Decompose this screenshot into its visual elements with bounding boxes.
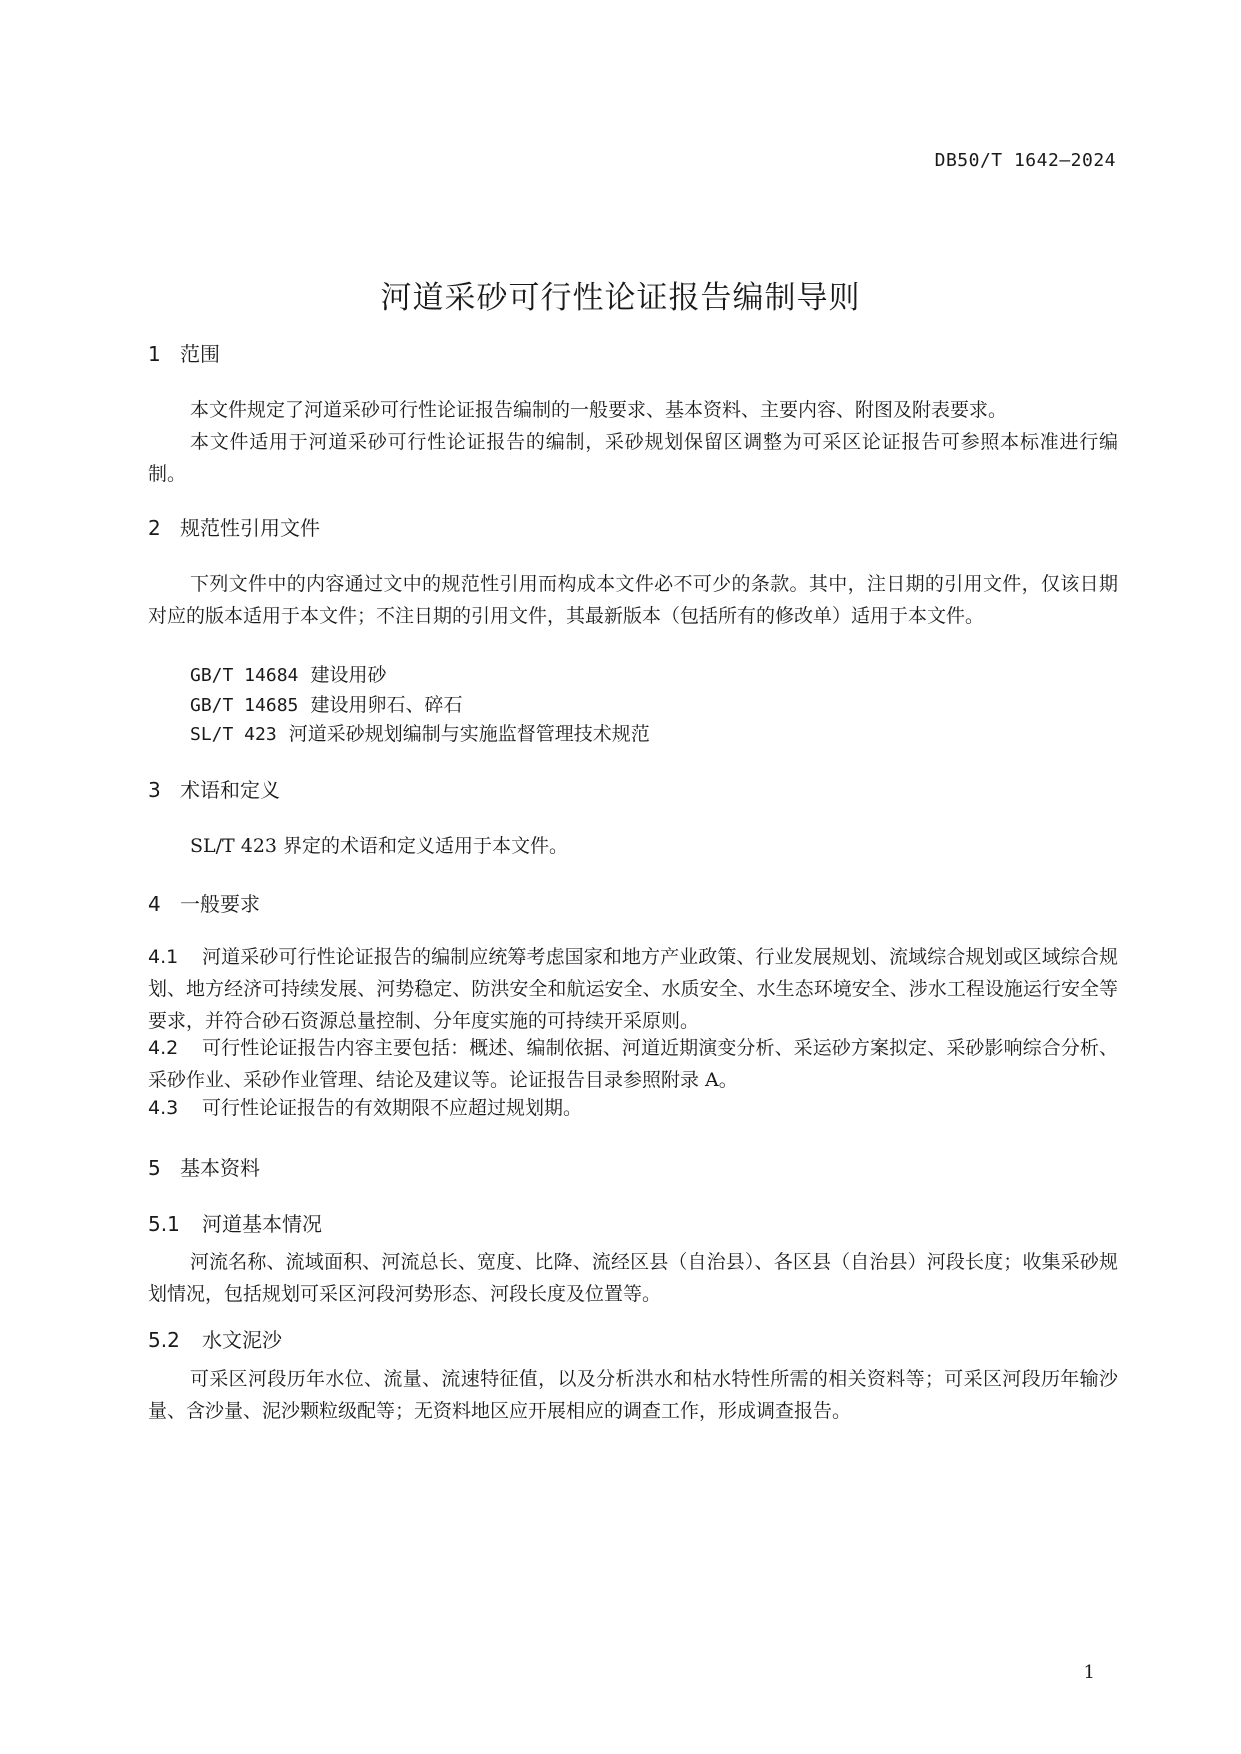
section-number: 3 <box>148 778 161 802</box>
normative-reference <box>190 719 650 746</box>
reference-code: GB/T 14685 <box>190 695 299 716</box>
subsection-5-1-heading <box>148 1208 322 1237</box>
subsection-5-1-text: 河流名称、流域面积、河流总长、宽度、比降、流经区县（自治县）、各区县（自治县）河段长度；收集采砂规划情况，包括规划可采区河段河势形态、河段长度及位置等。 <box>148 1251 1118 1305</box>
reference-name: 河道采砂规划编制与实施监督管理技术规范 <box>288 723 650 745</box>
clause-4-2 <box>148 1032 1118 1096</box>
clause-4-3 <box>148 1092 1118 1124</box>
subsection-title: 水文泥沙 <box>202 1328 282 1352</box>
section-2-intro: 下列文件中的内容通过文中的规范性引用而构成本文件必不可少的条款。其中，注日期的引用文件，仅该日期对应的版本适用于本文件；不注日期的引用文件，其最新版本（包括所有的修改单）适用于本文件。 <box>148 573 1118 627</box>
section-3-heading <box>148 774 280 803</box>
section-number: 1 <box>148 342 161 366</box>
section-number: 4 <box>148 892 161 916</box>
section-1-paragraph-1: 本文件规定了河道采砂可行性论证报告编制的一般要求、基本资料、主要内容、附图及附表要求。 <box>190 399 1008 421</box>
section-3-text: SL/T 423 界定的术语和定义适用于本文件。 <box>190 835 569 857</box>
subsection-5-2-heading <box>148 1324 282 1353</box>
normative-reference <box>190 690 462 717</box>
subsection-title: 河道基本情况 <box>202 1212 322 1236</box>
document-title: 河道采砂可行性论证报告编制导则 <box>380 280 861 316</box>
section-1-paragraph-2: 本文件适用于河道采砂可行性论证报告的编制，采砂规划保留区调整为可采区论证报告可参照本标准进行编制。 <box>148 431 1118 485</box>
reference-code: SL/T 423 <box>190 724 277 745</box>
section-title: 范围 <box>180 342 220 366</box>
reference-code: GB/T 14684 <box>190 665 299 686</box>
subsection-number: 5.2 <box>148 1328 180 1352</box>
reference-name: 建设用卵石、碎石 <box>310 694 463 716</box>
section-title: 基本资料 <box>180 1156 260 1180</box>
clause-number: 4.3 <box>148 1097 179 1119</box>
section-title: 规范性引用文件 <box>180 516 320 540</box>
clause-number: 4.2 <box>148 1037 179 1059</box>
section-number: 2 <box>148 516 161 540</box>
normative-reference <box>190 660 386 687</box>
page-number: 1 <box>1083 1662 1095 1683</box>
subsection-5-2-text: 可采区河段历年水位、流量、流速特征值，以及分析洪水和枯水特性所需的相关资料等；可采区河段历年输沙量、含沙量、泥沙颗粒级配等；无资料地区应开展相应的调查工作，形成调查报告。 <box>148 1368 1118 1422</box>
section-title: 术语和定义 <box>180 778 280 802</box>
section-1-heading <box>148 338 220 367</box>
clause-text: 可行性论证报告的有效期限不应超过规划期。 <box>202 1097 583 1119</box>
section-5-heading <box>148 1152 260 1181</box>
subsection-number: 5.1 <box>148 1212 180 1236</box>
section-number: 5 <box>148 1156 161 1180</box>
section-title: 一般要求 <box>180 892 260 916</box>
clause-4-1 <box>148 941 1118 1037</box>
reference-name: 建设用砂 <box>310 664 387 686</box>
section-2-heading <box>148 512 320 541</box>
clause-number: 4.1 <box>148 946 179 968</box>
clause-text: 可行性论证报告内容主要包括：概述、编制依据、河道近期演变分析、采运砂方案拟定、采砂影响综合分析、采砂作业、采砂作业管理、结论及建议等。论证报告目录参照附录 A。 <box>148 1037 1118 1091</box>
standard-number: DB50/T 1642—2024 <box>934 150 1116 171</box>
clause-text: 河道采砂可行性论证报告的编制应统筹考虑国家和地方产业政策、行业发展规划、流域综合规划或区域综合规划、地方经济可持续发展、河势稳定、防洪安全和航运安全、水质安全、水生态环境安全、涉水工程设施运行安全等要求，并符合砂石资源总量控制、分年度实施的可持续开采原则。 <box>148 946 1118 1032</box>
section-4-heading <box>148 888 260 917</box>
